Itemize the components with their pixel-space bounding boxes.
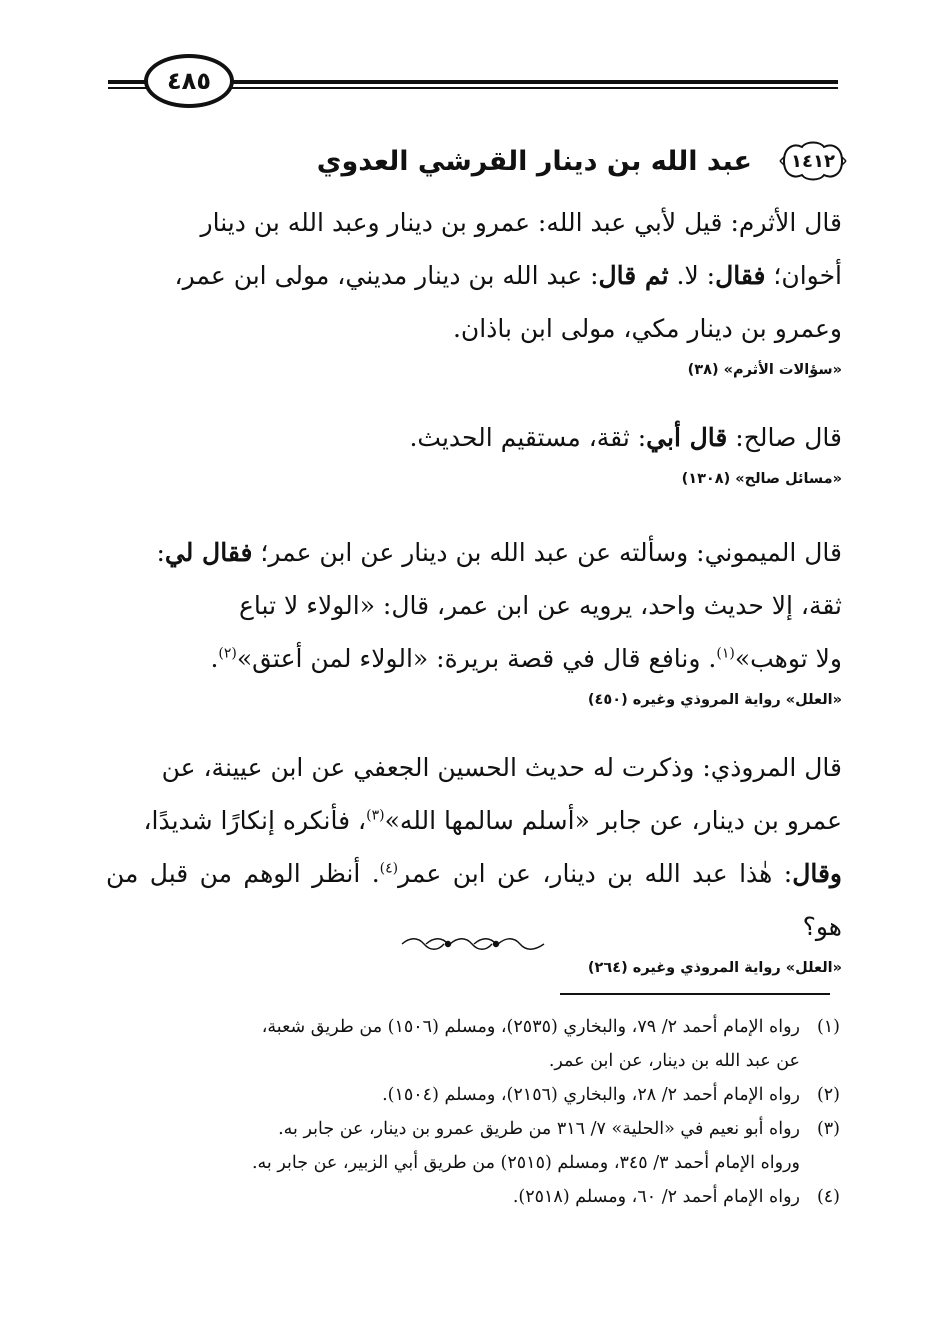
entry-title: عبد الله بن دينار القرشي العدوي <box>316 145 752 177</box>
divider-ornament-icon <box>398 934 548 954</box>
main-text <box>106 196 842 981</box>
section-maymuni <box>106 526 842 713</box>
source-citation: «العلل» رواية المروذي وغيره (٢٦٤) <box>587 960 842 976</box>
footnotes <box>108 1010 840 1214</box>
footnote-number: (١) <box>816 1017 840 1037</box>
entry-number: ١٤١٢ <box>791 150 835 172</box>
footnote <box>108 1180 840 1214</box>
footnote-ref[interactable]: (١) <box>716 645 735 662</box>
section-athram <box>106 196 842 383</box>
source-citation: «مسائل صالح» (١٣٠٨) <box>681 471 842 487</box>
footnote <box>108 1078 840 1112</box>
section-salih <box>106 411 842 492</box>
entry-heading <box>270 136 848 186</box>
paragraph: قال الميموني: وسألته عن عبد الله بن دينار عن ابن عمر؛ فقال لي: ثقة، إلا حديث واحد، يرويه عن ابن عمر، قال: «الولاء لا تباع ولا توهب»$^{(١)}$. ونافع قال في قصة بريرة: «الولاء لمن أعتق»$^{(٢)}$. <box>156 538 842 673</box>
footnote-text: عن عبد الله بن دينار، عن ابن عمر. <box>548 1051 800 1071</box>
paragraph: قال صالح: قال أبي: ثقة، مستقيم الحديث. <box>409 423 842 452</box>
source-citation: «سؤالات الأثرم» (٣٨) <box>687 362 842 378</box>
footnote-text: ورواه الإمام أحمد ٣/ ٣٤٥، ومسلم (٢٥١٥) من طريق أبي الزبير، عن جابر به. <box>251 1153 800 1173</box>
source-citation: «العلل» رواية المروذي وغيره (٤٥٠) <box>587 692 842 708</box>
footnote-ref[interactable]: (٣) <box>366 807 385 824</box>
footnote-text: رواه الإمام أحمد ٢/ ٢٨، والبخاري (٢١٥٦)، ومسلم (١٥٠٤). <box>382 1085 800 1105</box>
page-number: ٤٨٥ <box>144 54 234 108</box>
footnote-number: (٢) <box>816 1085 840 1105</box>
footnote-text: رواه الإمام أحمد ٢/ ٧٩، والبخاري (٢٥٣٥)، ومسلم (١٥٠٦) من طريق شعبة، <box>261 1017 800 1037</box>
paragraph: قال المروذي: وذكرت له حديث الحسين الجعفي عن ابن عيينة، عن عمرو بن دينار، عن جابر «أسلم سالمها الله»$^{(٣)}$، فأنكره إنكارًا شديدًا، وقال: هٰذا عبد الله بن دينار، عن ابن عمر$^{(٤)}$. أنظر الوهم من قبل من هو؟ <box>106 753 842 941</box>
paragraph: قال الأثرم: قيل لأبي عبد الله: عمرو بن دينار وعبد الله بن دينار أخوان؛ فقال: لا. ثم قال: عبد الله بن دينار مديني، مولى ابن عمر، وعمرو بن دينار مكي، مولى ابن باذان. <box>174 208 842 343</box>
footnote-ref[interactable]: (٢) <box>218 645 237 662</box>
footnote <box>108 1010 840 1078</box>
footnote <box>108 1112 840 1180</box>
footnote-rule <box>560 993 830 995</box>
footnote-ref[interactable]: (٤) <box>379 860 399 877</box>
footnote-number: (٤) <box>816 1187 840 1207</box>
footnote-number: (٣) <box>816 1119 840 1139</box>
footnote-text: رواه أبو نعيم في «الحلية» ٧/ ٣١٦ من طريق عمرو بن دينار، عن جابر به. <box>278 1119 800 1139</box>
entry-number-badge <box>778 139 848 183</box>
footnote-text: رواه الإمام أحمد ٢/ ٦٠، ومسلم (٢٥١٨). <box>512 1187 800 1207</box>
page-header <box>108 50 838 110</box>
